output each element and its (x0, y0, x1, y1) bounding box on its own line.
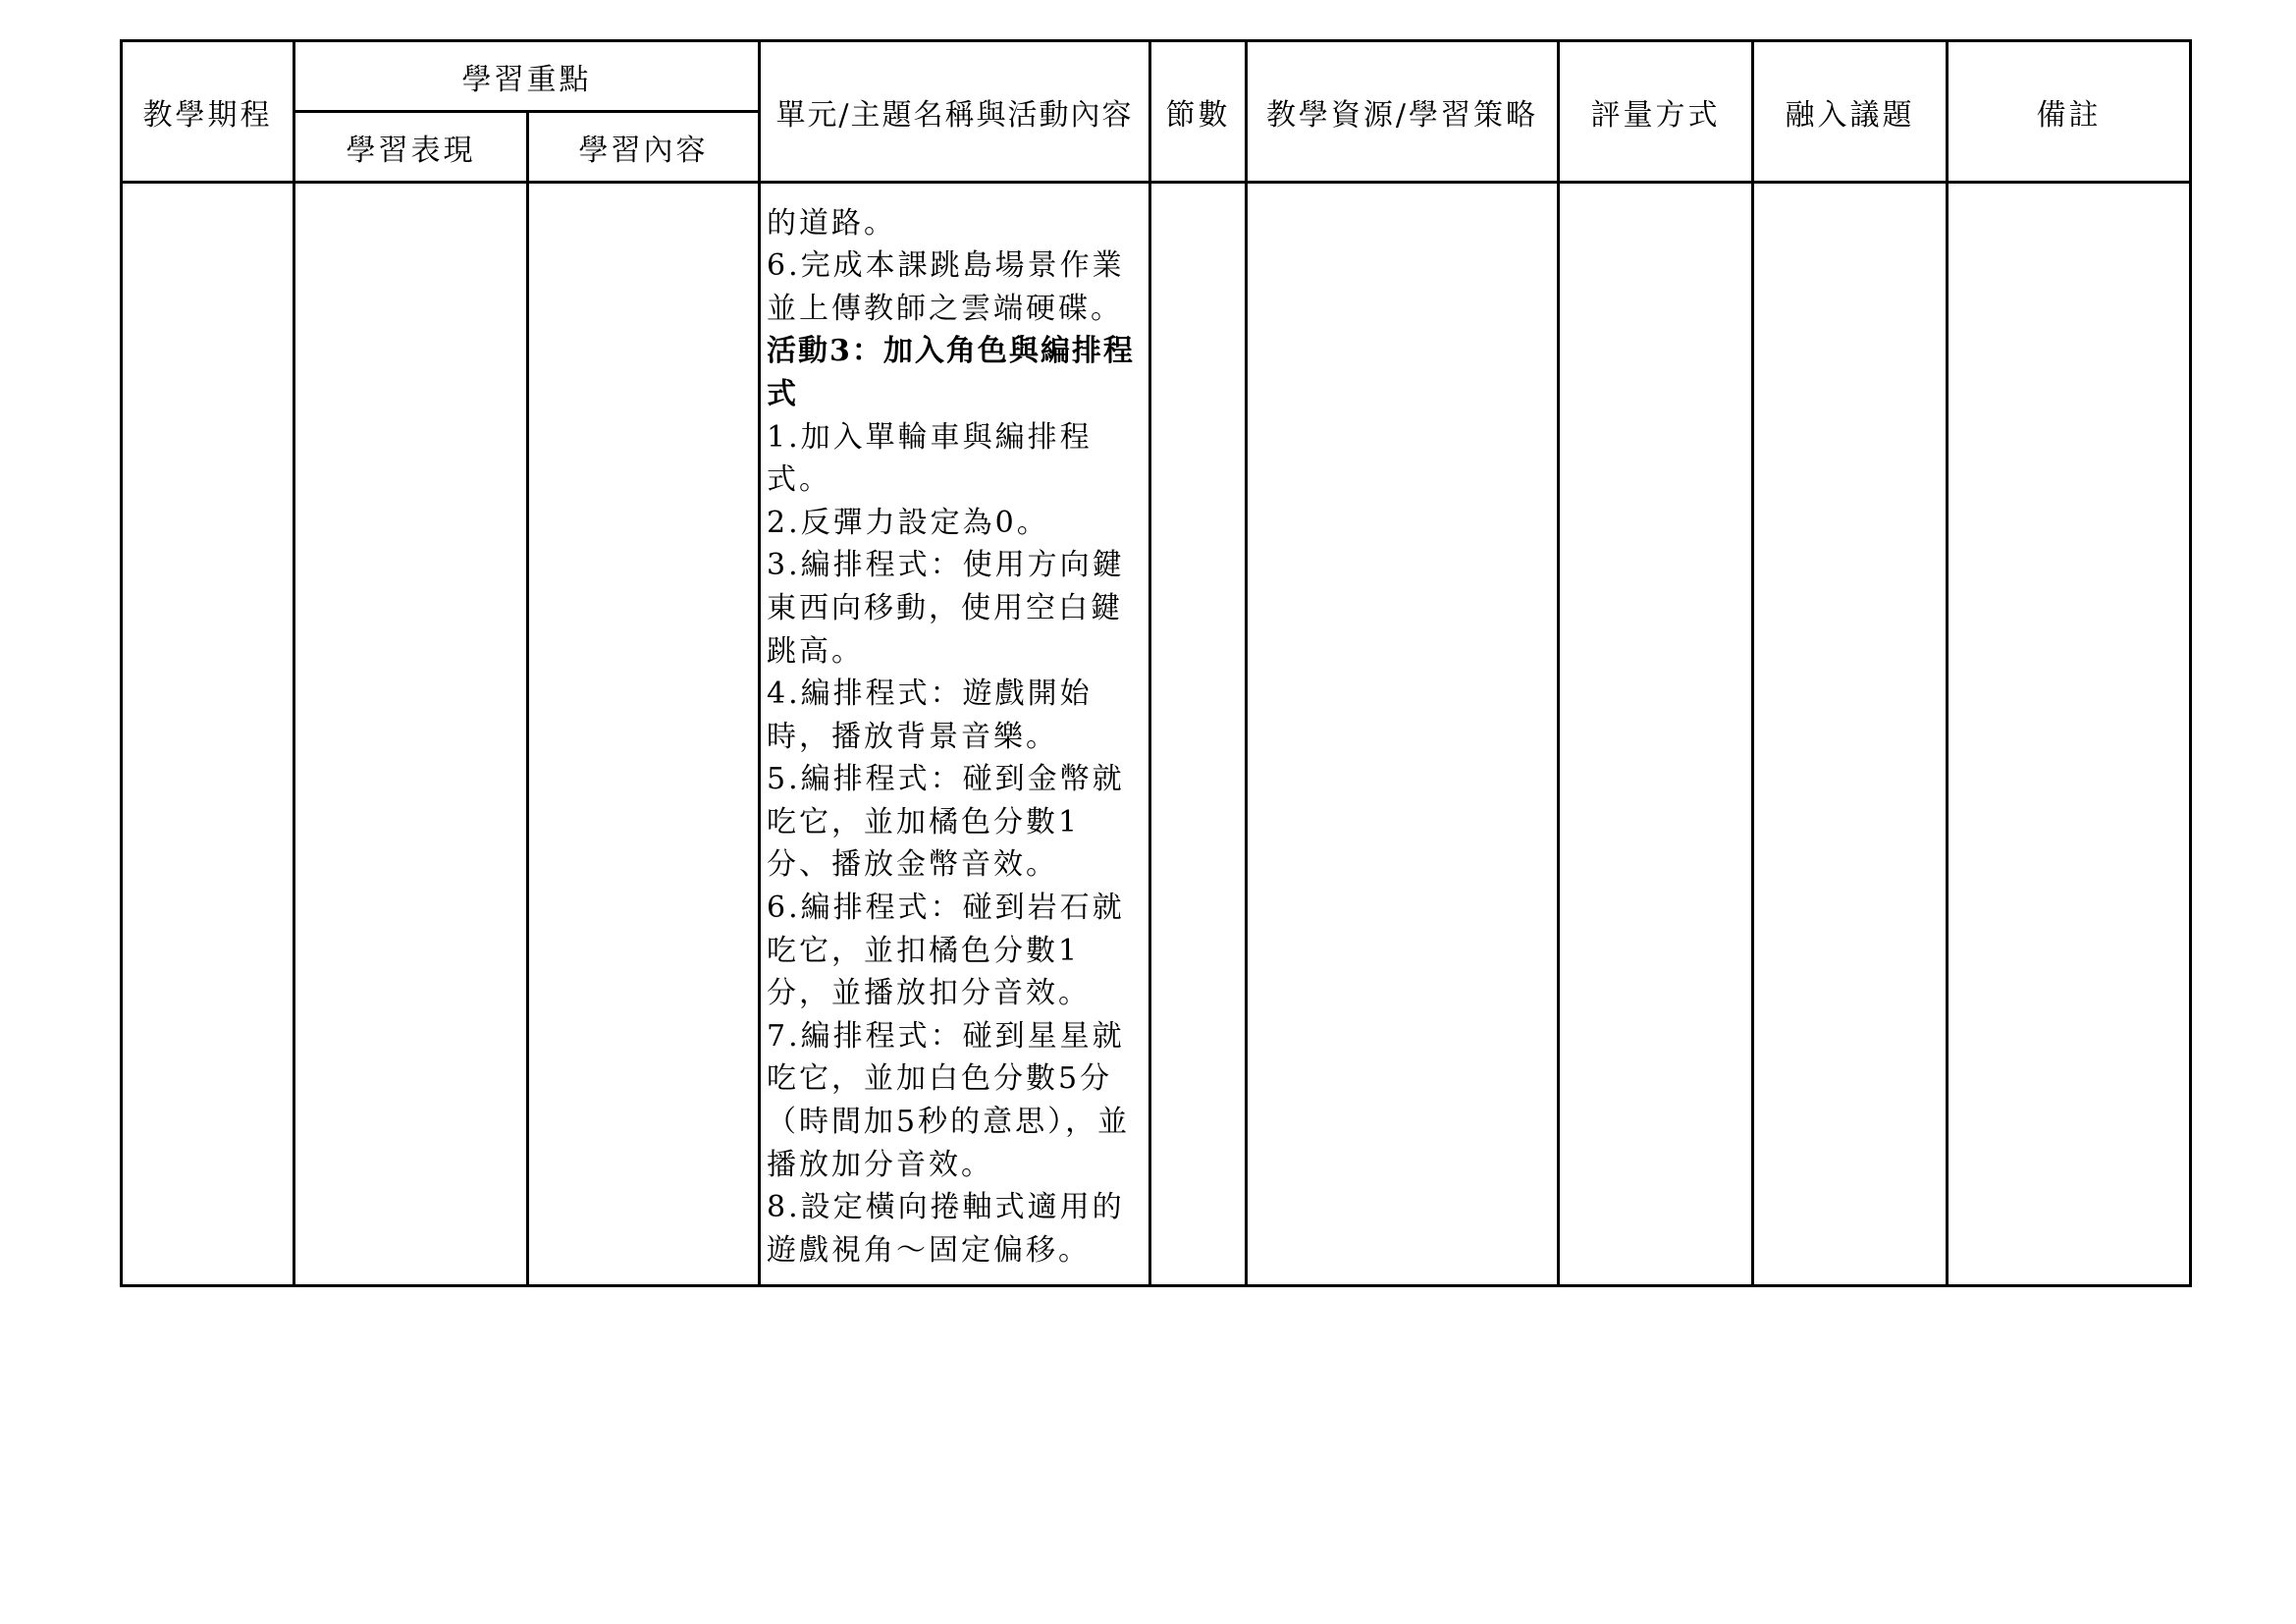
content-line: 7.編排程式：碰到星星就吃它，並加白色分數5分（時間加5秒的意思），並播放加分音效。 (767, 1018, 1131, 1182)
header-resources-strategies: 教學資源/學習策略 (1247, 41, 1559, 183)
cell-sessions (1150, 183, 1247, 1286)
header-learning-focus: 學習重點 (294, 41, 760, 112)
header-period: 教學期程 (122, 41, 294, 183)
header-learning-performance: 學習表現 (294, 112, 528, 183)
content-line: 的道路。 (767, 205, 896, 241)
content-line: 1.加入單輪車與編排程式。 (767, 419, 1093, 498)
header-notes: 備註 (1948, 41, 2191, 183)
cell-notes (1948, 183, 2191, 1286)
cell-learning-content (528, 183, 760, 1286)
content-line: 2.反彈力設定為0。 (767, 505, 1049, 540)
table-row (122, 183, 2191, 1286)
cell-period (122, 183, 294, 1286)
lesson-plan-page (120, 39, 2189, 1287)
cell-unit-activity (760, 183, 1150, 1286)
content-line: 8.設定橫向捲軸式適用的遊戲視角～固定偏移。 (767, 1190, 1125, 1268)
header-assessment: 評量方式 (1559, 41, 1753, 183)
header-integrated-issues: 融入議題 (1753, 41, 1948, 183)
header-sessions: 節數 (1150, 41, 1247, 183)
content-line: 4.編排程式：遊戲開始時，播放背景音樂。 (767, 677, 1093, 754)
header-row-top (122, 41, 2191, 112)
activity-heading: 活動3：加入角色與編排程式 (767, 334, 1135, 411)
content-line: 3.編排程式：使用方向鍵東西向移動，使用空白鍵跳高。 (767, 548, 1125, 669)
header-unit-activity: 單元/主題名稱與活動內容 (760, 41, 1150, 183)
content-line: 6.完成本課跳島場景作業並上傳教師之雲端硬碟。 (767, 248, 1125, 326)
content-line: 5.編排程式：碰到金幣就吃它，並加橘色分數1分、播放金幣音效。 (767, 762, 1125, 883)
header-learning-content: 學習內容 (528, 112, 760, 183)
lesson-plan-table (120, 39, 2192, 1287)
cell-integrated-issues (1753, 183, 1948, 1286)
cell-assessment (1559, 183, 1753, 1286)
cell-resources-strategies (1247, 183, 1559, 1286)
cell-learning-performance (294, 183, 528, 1286)
content-line: 6.編排程式：碰到岩石就吃它，並扣橘色分數1分，並播放扣分音效。 (767, 891, 1125, 1011)
